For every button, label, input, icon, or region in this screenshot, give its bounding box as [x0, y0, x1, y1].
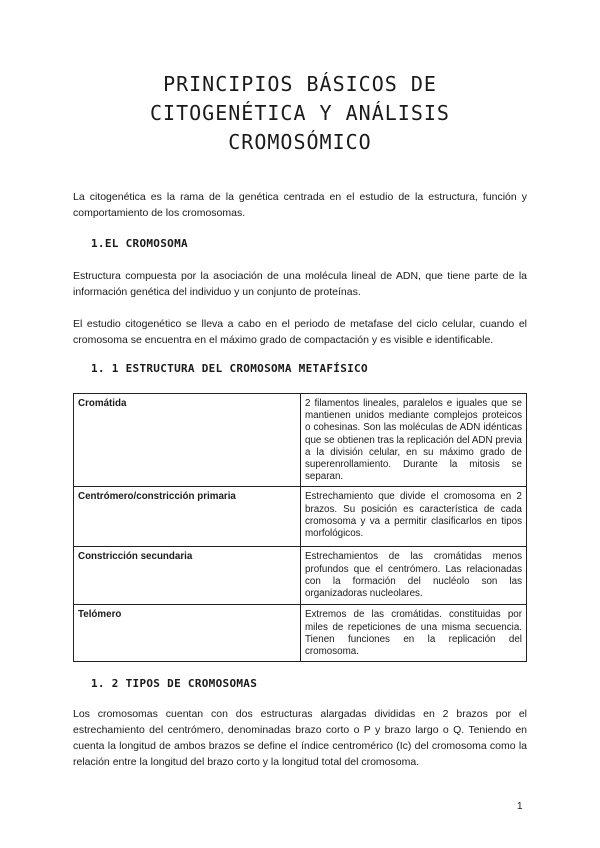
table-row	[74, 605, 527, 662]
section-1-paragraph-2: El estudio citogenético se lleva a cabo en el periodo de metafase del ciclo celular, cuando el cromosoma se encuentra en el máximo grado de compactación y es visible e identificable.	[73, 318, 527, 346]
document-title	[60, 70, 540, 157]
table-row	[74, 394, 527, 487]
title-line-2: CITOGENÉTICA Y ANÁLISIS	[150, 101, 450, 125]
term-cell: Cromátida	[74, 394, 301, 487]
section-1-1-heading: 1. 1 ESTRUCTURA DEL CROMOSOMA METAFÍSICO	[91, 362, 368, 375]
term-cell: Constricción secundaria	[74, 547, 301, 605]
definition-cell: Extremos de las cromátidas. constituidas por miles de repeticiones de una misma secuencia. Tienen funciones en la replicación del cromosoma.	[301, 605, 527, 662]
title-line-3: CROMOSÓMICO	[228, 130, 372, 154]
term-cell: Centrómero/constricción primaria	[74, 487, 301, 547]
definition-cell: Estrechamiento que divide el cromosoma en 2 brazos. Su posición es característica de cada cromosoma y va a permitir clasificarlos en tipos morfológicos.	[301, 487, 527, 547]
section-1-2-paragraph: Los cromosomas cuentan con dos estructuras alargadas divididas en 2 brazos por el estrechamiento del centrómero, denominadas brazo corto o P y brazo largo o Q. Teniendo en cuenta la longitud de ambos brazos se define el índice centromérico (Ic) del cromosoma como la relación entre la longitud del brazo corto y la longitud total del cromosoma.	[73, 708, 527, 768]
section-1-2-heading: 1. 2 TIPOS DE CROMOSOMAS	[91, 677, 258, 690]
table-row	[74, 487, 527, 547]
definition-cell: Estrechamientos de las cromátidas menos profundos que el centrómero. Las relacionadas con la formación del nucléolo son las organizadoras nucleolares.	[301, 547, 527, 605]
intro-paragraph: La citogenética es la rama de la genética centrada en el estudio de la estructura, función y comportamiento de los cromosomas.	[73, 191, 527, 219]
section-1-heading: 1.EL CROMOSOMA	[91, 237, 188, 250]
term-cell: Telómero	[74, 605, 301, 662]
definition-cell: 2 filamentos lineales, paralelos e iguales que se mantienen unidos mediante complejos proteicos o cohesinas. Son las moléculas de ADN idénticas que se obtienen tras la replicación del ADN previa a la división celular, en su máximo grado de superenrollamiento. Durante la mitosis se separan.	[301, 394, 527, 487]
title-line-1: PRINCIPIOS BÁSICOS DE	[163, 72, 437, 96]
table-row	[74, 547, 527, 605]
section-1-paragraph-1: Estructura compuesta por la asociación de una molécula lineal de ADN, que tiene parte de la información genética del individuo y un conjunto de proteínas.	[73, 270, 527, 298]
chromosome-structure-table	[73, 393, 527, 662]
page-number: 1	[517, 801, 523, 812]
